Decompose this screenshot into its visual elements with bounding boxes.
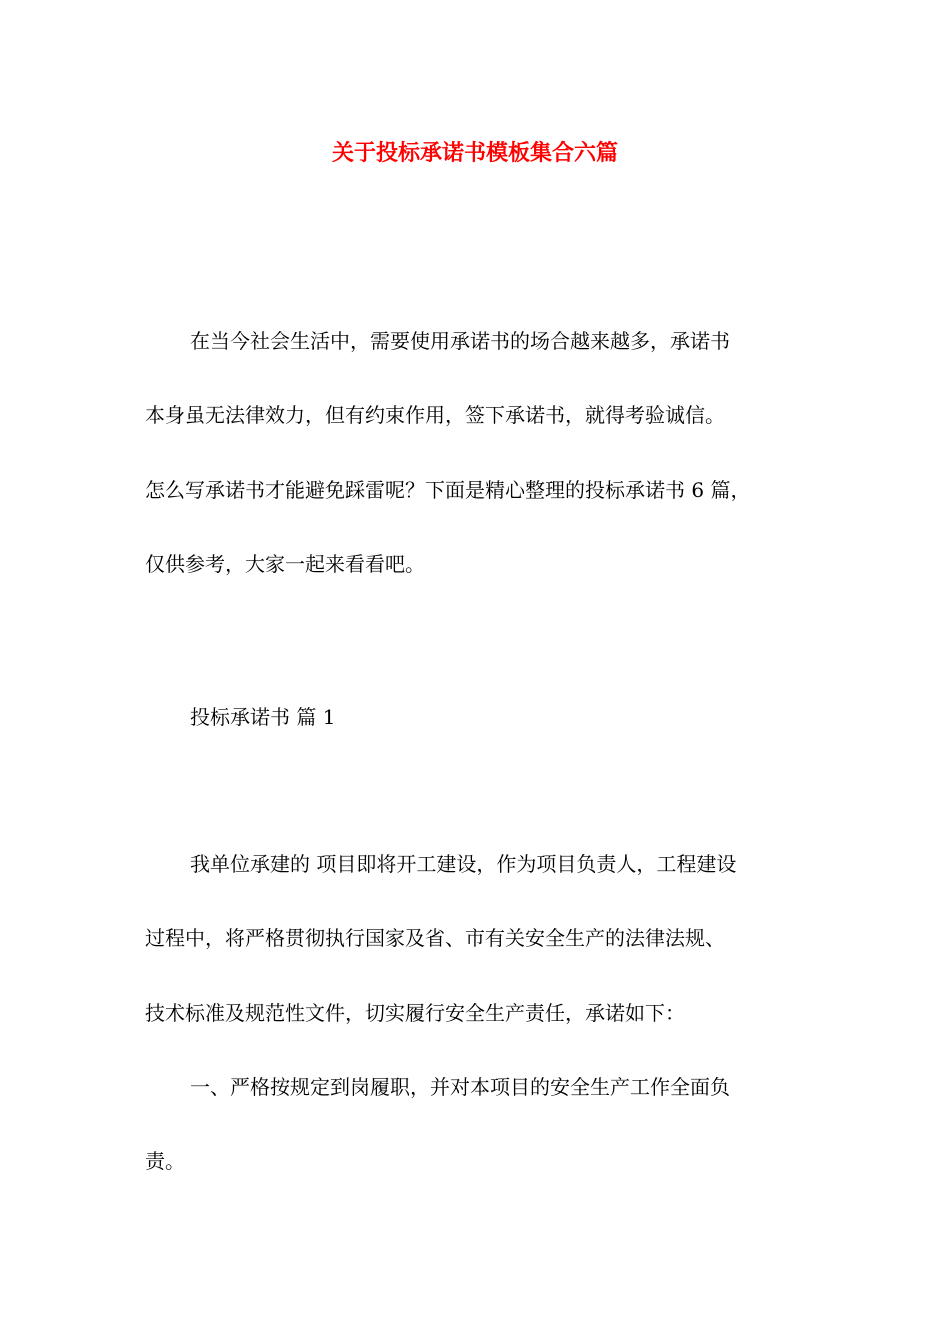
intro-line-2: 本身虽无法律效力，但有约束作用，签下承诺书，就得考验诚信。	[145, 403, 725, 427]
body-line-3: 技术标准及规范性文件，切实履行安全生产责任，承诺如下：	[145, 1001, 685, 1025]
document-title: 关于投标承诺书模板集合六篇	[331, 140, 618, 166]
body-line-1: 我单位承建的 项目即将开工建设，作为项目负责人，工程建设	[190, 852, 737, 876]
intro-line-3: 怎么写承诺书才能避免踩雷呢？下面是精心整理的投标承诺书 6 篇，	[145, 478, 751, 502]
intro-line-1: 在当今社会生活中，需要使用承诺书的场合越来越多，承诺书	[190, 329, 730, 353]
body-line-5: 责。	[145, 1149, 185, 1173]
section-heading: 投标承诺书 篇 1	[190, 705, 336, 729]
intro-line-4: 仅供参考，大家一起来看看吧。	[145, 552, 425, 576]
body-line-2: 过程中，将严格贯彻执行国家及省、市有关安全生产的法律法规、	[145, 926, 725, 950]
body-line-4: 一、严格按规定到岗履职，并对本项目的安全生产工作全面负	[190, 1075, 730, 1099]
